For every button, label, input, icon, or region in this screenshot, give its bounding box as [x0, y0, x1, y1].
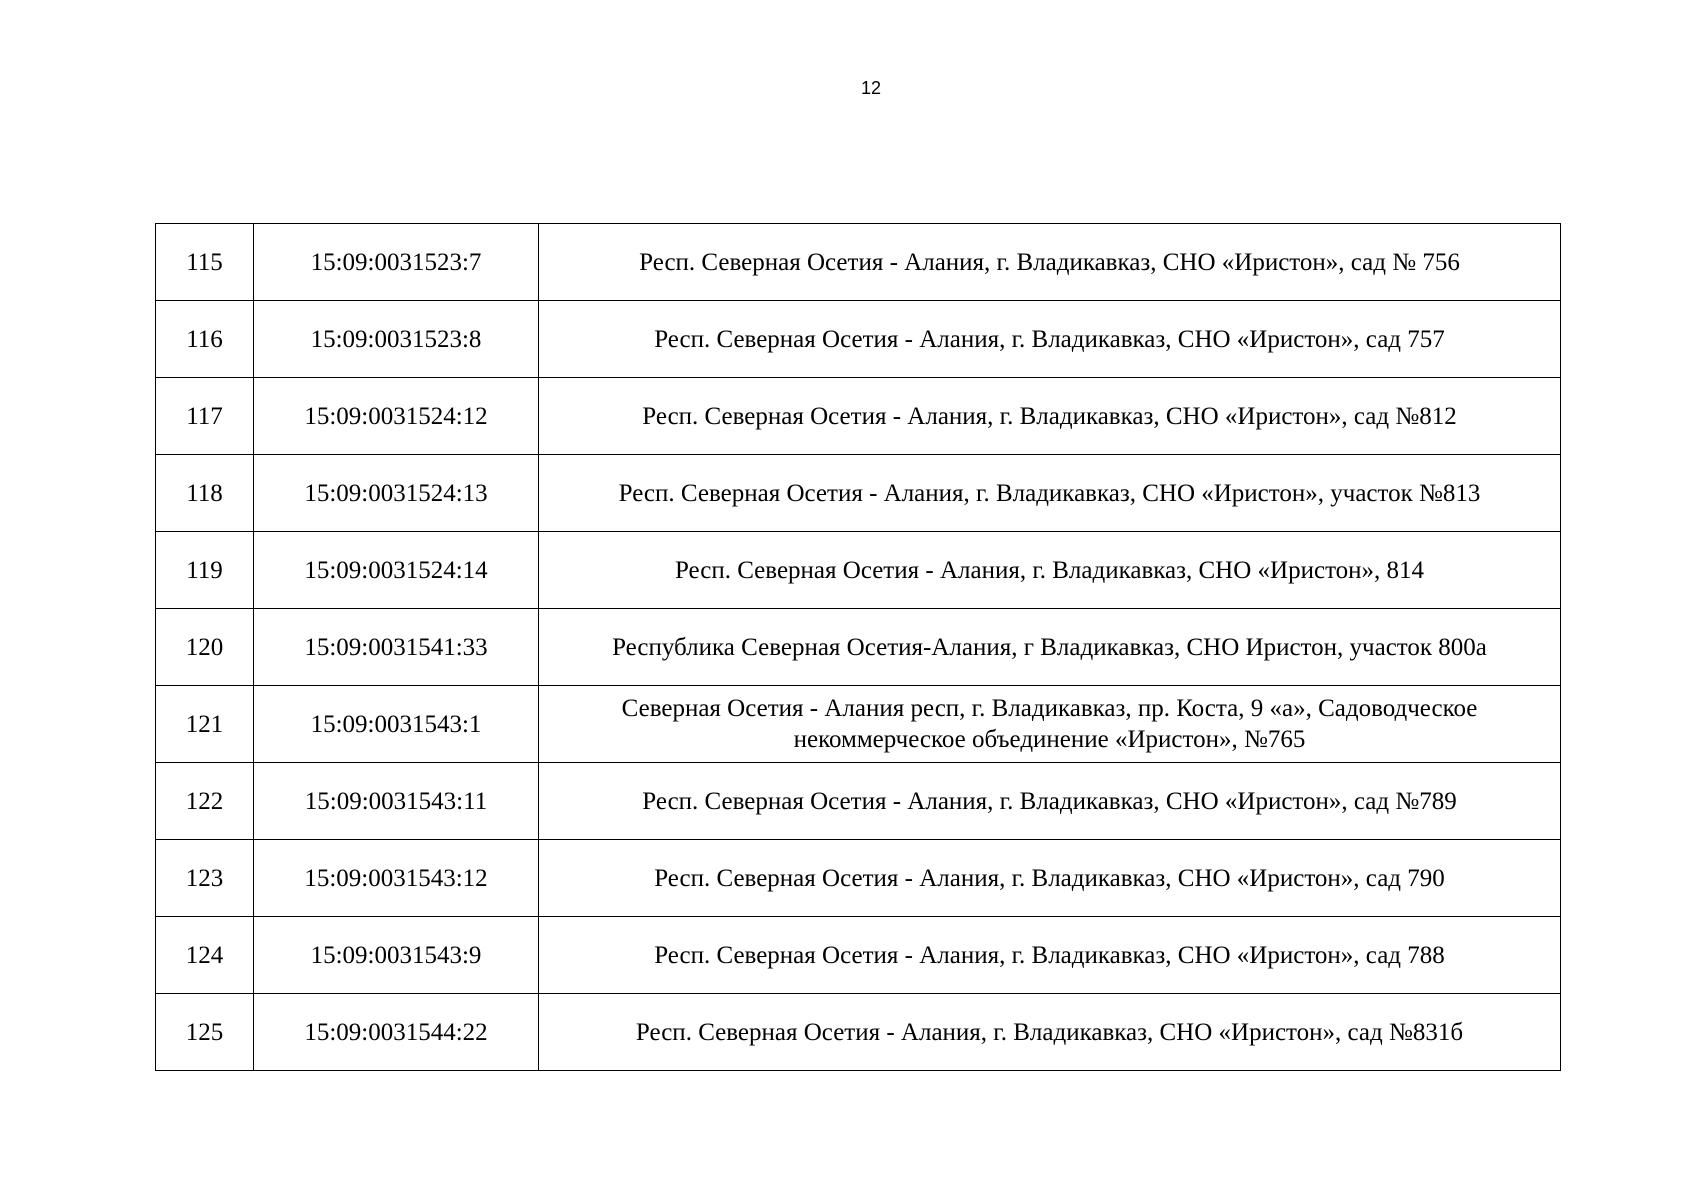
cadastral-number: 15:09:0031523:7 [254, 224, 539, 301]
page-number: 12 [860, 78, 882, 98]
table-row [156, 301, 1561, 378]
row-number: 121 [156, 686, 254, 763]
table-row [156, 224, 1561, 301]
cadastral-number: 15:09:0031543:1 [254, 686, 539, 763]
address: Республика Северная Осетия-Алания, г Владикавказ, СНО Иристон, участок 800а [539, 609, 1561, 686]
table-row [156, 840, 1561, 917]
row-number: 116 [156, 301, 254, 378]
table-row [156, 532, 1561, 609]
row-number: 124 [156, 917, 254, 994]
address: Респ. Северная Осетия - Алания, г. Владикавказ, СНО «Иристон», сад 757 [539, 301, 1561, 378]
cadastral-number: 15:09:0031543:12 [254, 840, 539, 917]
table-row [156, 378, 1561, 455]
table-row [156, 763, 1561, 840]
land-plots-table [155, 223, 1561, 1071]
cadastral-number: 15:09:0031524:12 [254, 378, 539, 455]
address: Респ. Северная Осетия - Алания, г. Владикавказ, СНО «Иристон», сад №789 [539, 763, 1561, 840]
table-row [156, 917, 1561, 994]
address: Респ. Северная Осетия - Алания, г. Владикавказ, СНО «Иристон», сад 788 [539, 917, 1561, 994]
row-number: 117 [156, 378, 254, 455]
cadastral-number: 15:09:0031541:33 [254, 609, 539, 686]
address: Респ. Северная Осетия - Алания, г. Владикавказ, СНО «Иристон», сад 790 [539, 840, 1561, 917]
cadastral-number: 15:09:0031524:13 [254, 455, 539, 532]
row-number: 115 [156, 224, 254, 301]
address: Респ. Северная Осетия - Алания, г. Владикавказ, СНО «Иристон», сад №831б [539, 994, 1561, 1071]
address: Респ. Северная Осетия - Алания, г. Владикавказ, СНО «Иристон», сад № 756 [539, 224, 1561, 301]
row-number: 118 [156, 455, 254, 532]
cadastral-number: 15:09:0031523:8 [254, 301, 539, 378]
address: Северная Осетия - Алания респ, г. Владикавказ, пр. Коста, 9 «а», Садоводческое некоммерческое объединение «Иристон», №765 [539, 686, 1561, 763]
cadastral-number: 15:09:0031543:9 [254, 917, 539, 994]
row-number: 122 [156, 763, 254, 840]
address: Респ. Северная Осетия - Алания, г. Владикавказ, СНО «Иристон», сад №812 [539, 378, 1561, 455]
row-number: 119 [156, 532, 254, 609]
row-number: 120 [156, 609, 254, 686]
table-row [156, 686, 1561, 763]
row-number: 125 [156, 994, 254, 1071]
cadastral-number: 15:09:0031524:14 [254, 532, 539, 609]
address: Респ. Северная Осетия - Алания, г. Владикавказ, СНО «Иристон», 814 [539, 532, 1561, 609]
cadastral-number: 15:09:0031544:22 [254, 994, 539, 1071]
table-row [156, 994, 1561, 1071]
address: Респ. Северная Осетия - Алания, г. Владикавказ, СНО «Иристон», участок №813 [539, 455, 1561, 532]
table-row [156, 455, 1561, 532]
cadastral-number: 15:09:0031543:11 [254, 763, 539, 840]
table-row [156, 609, 1561, 686]
row-number: 123 [156, 840, 254, 917]
